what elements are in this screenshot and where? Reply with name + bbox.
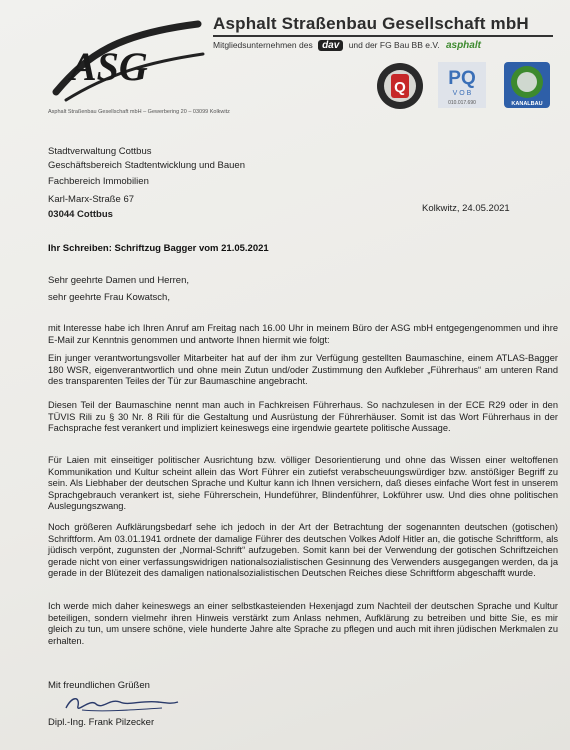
- quality-seal-text: Q: [394, 79, 406, 96]
- paragraph-5: Noch größeren Aufklärungsbedarf sehe ich jedoch in der Art der Betrachtung der sogenannten deutschen (gotischen) Schriftform. Am 03.01.1941 ordnete der damalige Führer des deutschen Volkes Adolf Hitler an, die gotische Schriftform, als jüdisch verpönt, zugunsten der „Normal-Schrift“ aufzugeben. Somit kann bei der Verwendung der gotischen Schriftzeichen gerade nicht von einer verfassungswidrigen nationalsozialistischen Gesinnung des Verwenders ausgegangen werden, da ja gerade in der Blütezeit des damaligen nationalsozialistischen Deutschen Reiches diese Schriftform abgeschafft wurde.: [48, 522, 558, 579]
- paragraph-2: Ein junger verantwortungsvoller Mitarbeiter hat auf der ihm zur Verfügung gestellten Baumaschine, einem ATLAS-Bagger 180 WSR, eigenverantwortlich und ohne mein Zutun und/oder Zustimmung den Aufkleber „Führerhaus“ am unteren Rand des transparenten Teiles der Tür zur Baumaschine angebracht.: [48, 353, 558, 387]
- handwritten-signature: [62, 692, 182, 716]
- pq-text: PQ: [448, 68, 476, 89]
- paragraph-6: Ich werde mich daher keineswegs an einer selbstkasteienden Hexenjagd zum Nachteil der deutschen Sprache und Kultur beteiligen, sondern vielmehr ihren Hinweis verstärkt zum Anlass nehmen, Aufklärung zu betreiben und bitte Sie, es mir gleich zu tun, um unsere schöne, viele hunderte Jahre alte Sprache zu pflegen und auch mit ihren jüdischen Merkmalen zu erhalten.: [48, 601, 558, 646]
- certification-badges: [376, 60, 556, 112]
- quality-seal-icon: [377, 63, 423, 109]
- kanalbau-seal-icon: [504, 62, 550, 108]
- company-name: Asphalt Straßenbau Gesellschaft mbH: [213, 14, 529, 33]
- subject-line: Ihr Schreiben: Schriftzug Bagger vom 21.05.2021: [48, 243, 269, 254]
- recipient-line-5: 03044 Cottbus: [48, 209, 113, 220]
- paragraph-3: Diesen Teil der Baumaschine nennt man auch in Fachkreisen Führerhaus. So nachzulesen in der ECE R29 oder in den TÜVIS Rili zu § 30 Nr. 8 Rili für die Gestaltung und Ausrüstung der Führerhäuser. Somit ist das Wort Führerhaus in der Fachsprache fest verankert und impliziert keineswegs eine irgendwie geartete politische Aussage.: [48, 400, 558, 434]
- membership-suffix: und der FG Bau BB e.V.: [348, 40, 440, 50]
- closing: Mit freundlichen Grüßen: [48, 680, 150, 691]
- vob-text: V O B: [452, 90, 472, 97]
- salutation-2: sehr geehrte Frau Kowatsch,: [48, 292, 170, 303]
- pq-code: 010.017.690: [448, 100, 476, 106]
- salutation-1: Sehr geehrte Damen und Herren,: [48, 275, 189, 286]
- sender-return-line: Asphalt Straßenbau Gesellschaft mbH – Gewerbering 20 – 03099 Kolkwitz: [48, 109, 230, 115]
- recipient-line-3: Fachbereich Immobilien: [48, 176, 149, 187]
- recipient-line-1: Stadtverwaltung Cottbus: [48, 146, 152, 157]
- paragraph-4: Für Laien mit einseitiger politischer Ausrichtung bzw. völliger Desorientierung und ohne das Wissen einer weltoffenen Kommunikation und Kultur scheint allein das Wort Führer ein zutiefst verabscheuungswürdiger bzw. anstößiger Begriff zu sein. Als Liebhaber der deutschen Sprache und Kultur kann ich Ihnen versichern, daß dieses einfache Wort fest in unserem Sprachgebrauch verankert ist, siehe Führerschein, Hundeführer, Blindenführer, Lokführer usw. Und dies ohne politischen Auslegungszwang.: [48, 455, 558, 512]
- asphalt-logo: asphalt: [445, 40, 481, 51]
- logo-letters: ASG: [70, 44, 148, 89]
- recipient-line-4: Karl-Marx-Straße 67: [48, 194, 135, 205]
- pq-vob-badge-icon: [438, 62, 486, 108]
- kanalbau-text: KANALBAU: [511, 101, 543, 107]
- header-rule: [213, 35, 553, 37]
- dav-logo: dav: [318, 40, 343, 51]
- signature-name: Dipl.-Ing. Frank Pilzecker: [48, 717, 155, 728]
- membership-line: [213, 40, 481, 51]
- asg-logo: [48, 14, 208, 106]
- letter-date: Kolkwitz, 24.05.2021: [422, 203, 510, 214]
- membership-prefix: Mitgliedsunternehmen des: [213, 40, 313, 50]
- paragraph-1: mit Interesse habe ich Ihren Anruf am Freitag nach 16.00 Uhr in meinem Büro der ASG mbH entgegengenommen und ihre E-Mail zur Kenntnis genommen und antworte Ihnen hiermit wie folgt:: [48, 323, 558, 345]
- recipient-line-2: Geschäftsbereich Stadtentwicklung und Bauen: [48, 160, 245, 171]
